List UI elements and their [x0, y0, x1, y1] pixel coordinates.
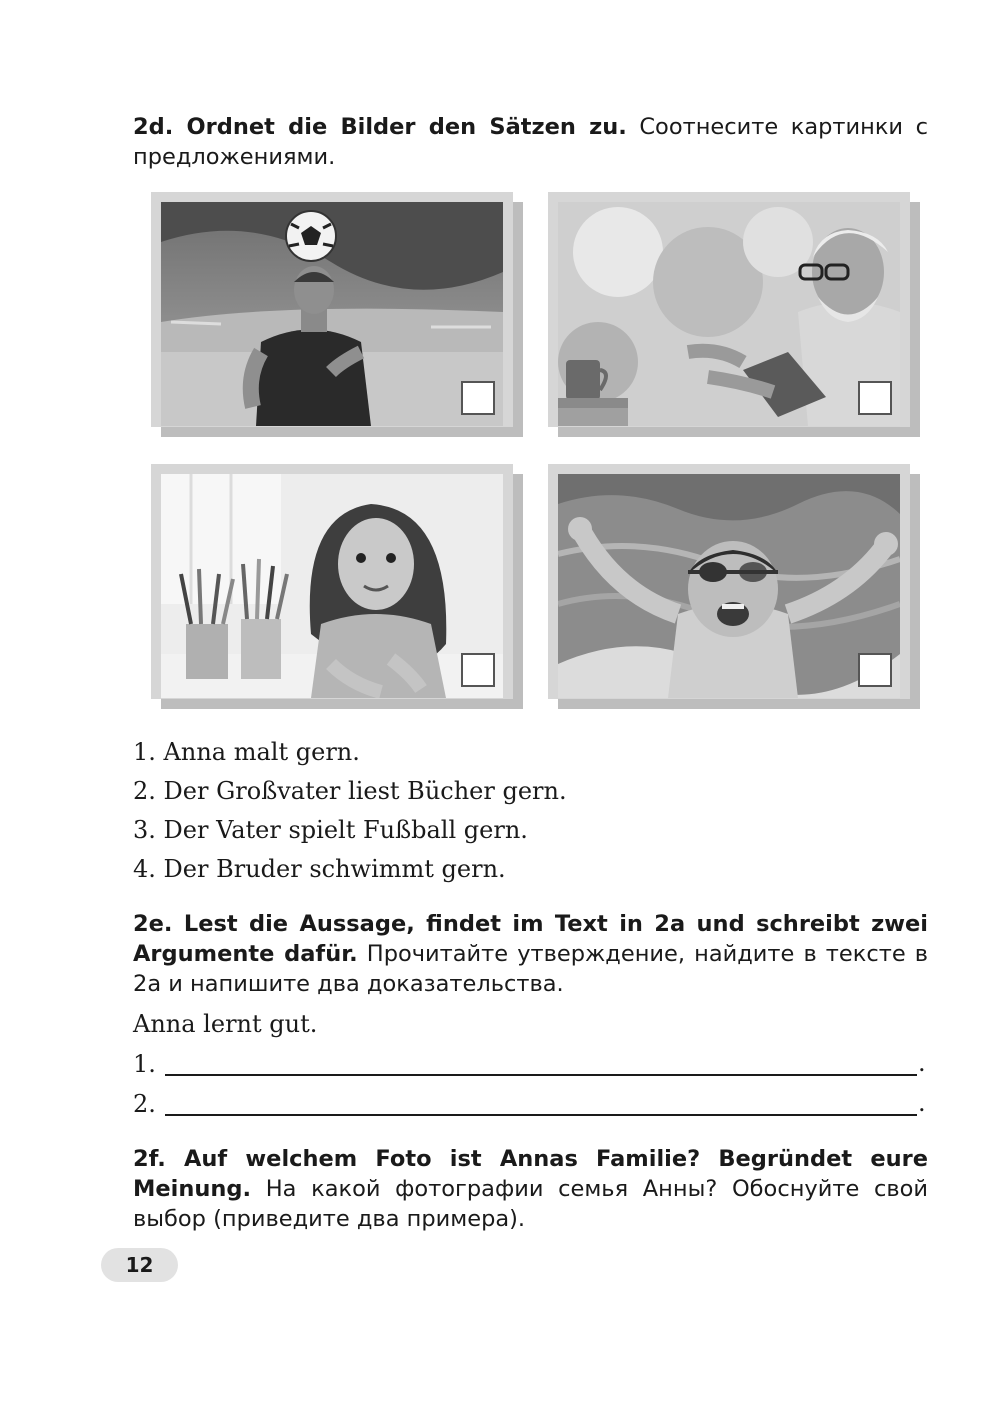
photo-drawing	[161, 474, 503, 698]
task-2f-heading-de: 2f. Auf welchem Foto ist Annas Familie? Begründet eure Meinung.	[133, 1146, 928, 1202]
task-2d-heading	[133, 112, 928, 172]
photo-reading	[558, 202, 900, 426]
sentence-4	[133, 854, 506, 884]
sentence-text: Der Großvater liest Bücher gern.	[163, 777, 567, 805]
writing-line-1-end: .	[918, 1049, 926, 1077]
sentence-number: 1.	[133, 738, 156, 766]
page-number: 12	[101, 1248, 178, 1282]
task-2e-statement: Anna lernt gut.	[133, 1010, 318, 1038]
sentence-3	[133, 815, 528, 845]
photo-card-reading	[548, 192, 920, 437]
sentence-text: Der Bruder schwimmt gern.	[163, 855, 506, 883]
writing-line-1-number: 1.	[133, 1050, 156, 1078]
sentence-number: 4.	[133, 855, 156, 883]
writing-line-1[interactable]	[165, 1074, 917, 1076]
answer-box-3[interactable]	[461, 653, 495, 687]
sentence-2	[133, 776, 567, 806]
sentence-number: 2.	[133, 777, 156, 805]
sentence-number: 3.	[133, 816, 156, 844]
writing-line-2-end: .	[918, 1089, 926, 1117]
photo-card-drawing	[151, 464, 523, 709]
sentence-text: Der Vater spielt Fußball gern.	[163, 816, 528, 844]
answer-box-2[interactable]	[858, 381, 892, 415]
photo-swimming	[558, 474, 900, 698]
task-2d-heading-de: 2d. Ordnet die Bilder den Sätzen zu.	[133, 114, 627, 140]
answer-box-4[interactable]	[858, 653, 892, 687]
task-2e-heading-de: 2e. Lest die Aussage, findet im Text in 2a und schreibt zwei Argumente dafür.	[133, 911, 928, 967]
task-2f-heading	[133, 1144, 928, 1234]
photo-card-swimming	[548, 464, 920, 709]
task-2d-heading-ru: Соотнесите картинки с предложениями.	[133, 114, 928, 170]
task-2e-heading	[133, 909, 928, 999]
writing-line-2-number: 2.	[133, 1090, 156, 1118]
answer-box-1[interactable]	[461, 381, 495, 415]
photo-card-football	[151, 192, 523, 437]
sentence-text: Anna malt gern.	[163, 738, 360, 766]
writing-line-2[interactable]	[165, 1114, 917, 1116]
sentence-1	[133, 737, 360, 767]
photo-football	[161, 202, 503, 426]
task-2e-heading-ru: Прочитайте утверждение, найдите в тексте в 2а и напишите два доказательства.	[133, 941, 929, 997]
task-2f-heading-ru: На какой фотографии семья Анны? Обоснуйте свой выбор (приведите два примера).	[133, 1176, 928, 1232]
